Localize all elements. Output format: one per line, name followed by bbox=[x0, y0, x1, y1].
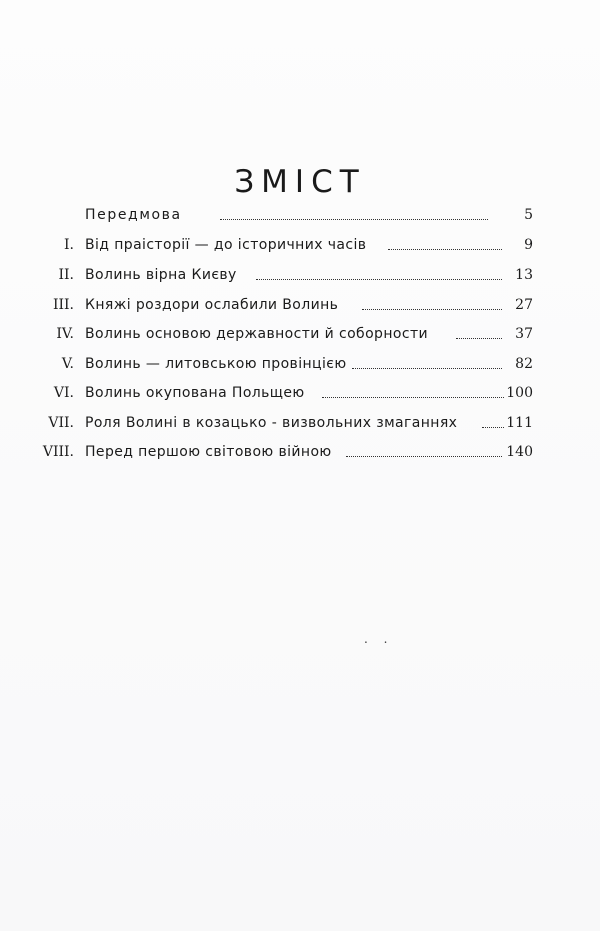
toc-leader-dots bbox=[456, 338, 502, 339]
toc-entry-preface[interactable] bbox=[0, 202, 600, 228]
toc-entry-number: VII. bbox=[48, 415, 74, 431]
toc-entry-title: Роля Волині в козацько - визвольних змаганнях bbox=[85, 415, 458, 431]
toc-entry-number: III. bbox=[52, 297, 74, 313]
toc-entry-number: V. bbox=[61, 356, 74, 372]
toc-leader-dots bbox=[220, 219, 488, 220]
toc-entry-number: IV. bbox=[56, 326, 74, 342]
toc-entry-number: VIII. bbox=[42, 444, 74, 460]
toc-leader-dots bbox=[346, 456, 502, 457]
toc-entry-title: Волинь основою державности й соборности bbox=[85, 326, 429, 342]
toc-entry-page: 5 bbox=[524, 207, 533, 223]
toc-entry-page: 27 bbox=[515, 297, 533, 313]
toc-leader-dots bbox=[352, 368, 502, 369]
toc-entry-chapter-3[interactable] bbox=[0, 292, 600, 318]
toc-leader-dots bbox=[256, 279, 502, 280]
toc-entry-chapter-7[interactable] bbox=[0, 410, 600, 436]
toc-entry-chapter-5[interactable] bbox=[0, 351, 600, 377]
toc-entry-chapter-8[interactable] bbox=[0, 439, 600, 465]
toc-entry-title: Перед першою світовою війною bbox=[85, 444, 332, 460]
toc-entry-page: 37 bbox=[515, 326, 533, 342]
footer-marks: . . bbox=[364, 632, 394, 646]
toc-entry-number: II. bbox=[58, 267, 74, 283]
page-title: ЗМІСТ bbox=[234, 164, 366, 200]
toc-entry-page: 140 bbox=[506, 444, 533, 460]
toc-entry-chapter-2[interactable] bbox=[0, 262, 600, 288]
toc-entry-title: Передмова bbox=[85, 207, 182, 223]
toc-leader-dots bbox=[362, 309, 502, 310]
toc-leader-dots bbox=[388, 249, 502, 250]
toc-entry-chapter-6[interactable] bbox=[0, 380, 600, 406]
toc-entry-page: 13 bbox=[515, 267, 533, 283]
toc-entry-page: 82 bbox=[515, 356, 533, 372]
toc-entry-page: 111 bbox=[506, 415, 533, 431]
toc-leader-dots bbox=[322, 397, 504, 398]
toc-entry-title: Волинь — литовською провінцією bbox=[85, 356, 347, 372]
toc-entry-page: 100 bbox=[506, 385, 533, 401]
toc-entry-title: Княжі роздори ослабили Волинь bbox=[85, 297, 339, 313]
toc-leader-dots bbox=[482, 427, 504, 428]
toc-entry-chapter-1[interactable] bbox=[0, 232, 600, 258]
toc-entry-number: I. bbox=[64, 237, 74, 253]
toc-entry-page: 9 bbox=[524, 237, 533, 253]
toc-entry-title: Волинь окупована Польщею bbox=[85, 385, 305, 401]
toc-entry-title: Від праісторії — до історичних часів bbox=[85, 237, 367, 253]
toc-entry-chapter-4[interactable] bbox=[0, 321, 600, 347]
toc-entry-title: Волинь вірна Києву bbox=[85, 267, 237, 283]
toc-entry-number: VI. bbox=[53, 385, 74, 401]
